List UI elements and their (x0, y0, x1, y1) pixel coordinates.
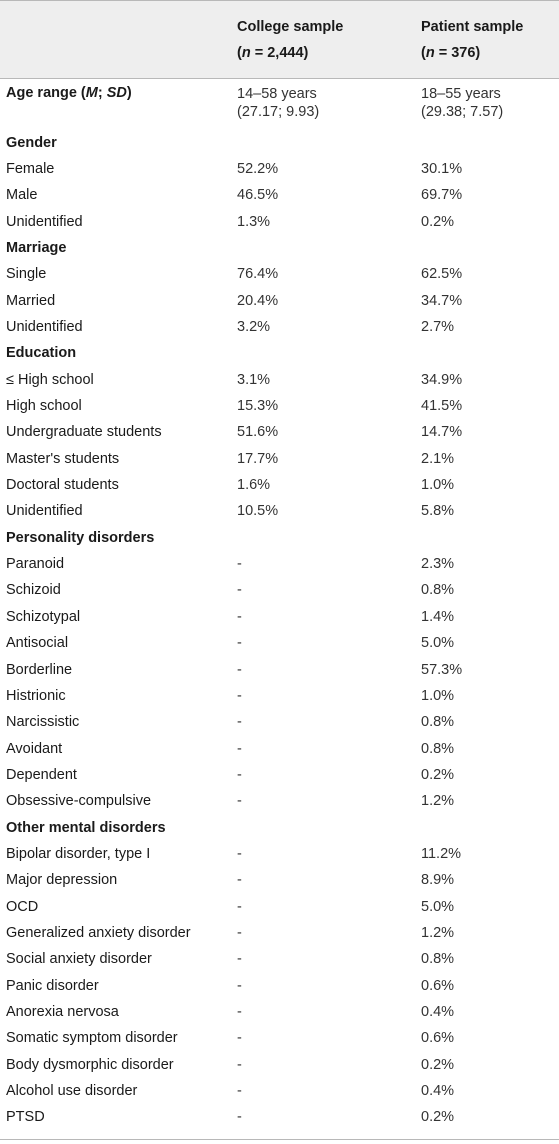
row-label: Male (6, 187, 38, 204)
college-value: 76.4% (237, 266, 279, 283)
college-value: - (237, 582, 242, 599)
row-label: Master's students (6, 450, 120, 467)
row-label: OCD (6, 898, 39, 915)
section-header-row (0, 237, 559, 263)
patient-value: 30.1% (421, 160, 463, 177)
table-row (0, 1001, 559, 1027)
table-row (0, 869, 559, 895)
patient-value: 0.6% (421, 977, 455, 994)
table-row (0, 579, 559, 605)
table-row (0, 685, 559, 711)
patient-value: 34.7% (421, 292, 463, 309)
college-value: - (237, 793, 242, 810)
age-range-row (0, 79, 559, 131)
college-value: - (237, 635, 242, 652)
college-value: 15.3% (237, 398, 279, 414)
patient-value: 0.2% (421, 1056, 455, 1073)
patient-value: 69.7% (421, 187, 463, 204)
section-header-row (0, 132, 559, 158)
patient-value: 1.2% (421, 793, 455, 810)
row-label: Bipolar disorder, type I (6, 845, 151, 862)
college-value: - (237, 687, 242, 704)
college-value: - (237, 1083, 242, 1100)
row-label: Gender (6, 134, 57, 151)
row-label: Unidentified (6, 213, 83, 230)
patient-value: 0.6% (421, 1030, 455, 1047)
patient-value: 0.4% (421, 1004, 455, 1021)
row-label: Alcohol use disorder (6, 1083, 138, 1100)
college-value: - (237, 1109, 242, 1126)
patient-value: 57.3% (421, 661, 463, 678)
patient-value: 0.8% (421, 740, 455, 757)
row-label: Paranoid (6, 556, 65, 573)
row-label: ≤ High school (6, 371, 94, 388)
college-value: 51.6% (237, 424, 279, 441)
college-value: 52.2% (237, 160, 279, 177)
patient-value: 0.8% (421, 951, 455, 968)
patient-value: 2.3% (421, 556, 455, 573)
college-value: - (237, 872, 242, 889)
college-value: - (237, 740, 242, 757)
table-row (0, 263, 559, 289)
row-label: Obsessive-compulsive (6, 793, 152, 810)
table-row (0, 553, 559, 579)
patient-value: 8.9% (421, 872, 455, 889)
college-value: - (237, 608, 242, 625)
college-value: 20.4% (237, 292, 279, 309)
header-college-sample: College sample (n = 2,444) (237, 19, 344, 61)
college-value: 3.1% (237, 371, 271, 388)
patient-value: 5.0% (421, 635, 455, 652)
table-row (0, 211, 559, 237)
table-header (0, 0, 559, 79)
patient-value: 1.0% (421, 477, 455, 494)
table-row (0, 711, 559, 737)
row-label: Borderline (6, 661, 73, 678)
row-label: Generalized anxiety disorder (6, 925, 191, 941)
table-row (0, 474, 559, 500)
table-row (0, 948, 559, 974)
college-value: - (237, 925, 242, 941)
patient-value: 0.2% (421, 1109, 455, 1126)
row-label: Dependent (6, 766, 77, 783)
table-row (0, 184, 559, 210)
college-value: - (237, 714, 242, 731)
college-value: 3.2% (237, 318, 271, 335)
college-value: 17.7% (237, 450, 279, 467)
patient-value: 1.0% (421, 687, 455, 704)
table-row (0, 500, 559, 526)
row-label: Education (6, 345, 77, 362)
college-value: - (237, 1004, 242, 1021)
table-row (0, 1106, 559, 1132)
row-label: Major depression (6, 872, 118, 889)
table-row (0, 975, 559, 1001)
table-row (0, 421, 559, 447)
college-value: - (237, 1056, 242, 1073)
patient-value: 0.2% (421, 213, 455, 230)
table-row (0, 764, 559, 790)
college-value: - (237, 845, 242, 862)
table-row (0, 290, 559, 316)
age-range-label: Age range (M; SD) (6, 85, 132, 101)
table-row (0, 606, 559, 632)
section-header-row (0, 527, 559, 553)
patient-value: 41.5% (421, 398, 463, 414)
patient-value: 5.8% (421, 503, 455, 520)
patient-value: 1.2% (421, 925, 455, 941)
table-row (0, 1080, 559, 1106)
college-value: - (237, 766, 242, 783)
row-label: Married (6, 292, 56, 309)
college-value: 46.5% (237, 187, 279, 204)
college-value: - (237, 951, 242, 968)
college-value: 1.3% (237, 213, 271, 230)
row-label: Unidentified (6, 318, 83, 335)
table-row (0, 632, 559, 658)
table-row (0, 896, 559, 922)
row-label: Undergraduate students (6, 424, 162, 441)
age-range-college: 14–58 years (27.17; 9.93) (237, 86, 320, 120)
row-label: Female (6, 160, 55, 177)
table-row (0, 316, 559, 342)
row-label: Antisocial (6, 635, 69, 652)
patient-value: 0.8% (421, 582, 455, 599)
row-label: Social anxiety disorder (6, 951, 152, 968)
patient-value: 62.5% (421, 266, 463, 283)
row-label: Personality disorders (6, 529, 155, 546)
age-range-patient: 18–55 years (29.38; 7.57) (421, 86, 504, 120)
bottom-rule (0, 1139, 559, 1140)
row-label: Schizotypal (6, 608, 81, 625)
table-row (0, 395, 559, 421)
header-patient-sample: Patient sample (n = 376) (421, 19, 524, 61)
patient-value: 11.2% (421, 845, 462, 862)
table-row (0, 448, 559, 474)
patient-value: 14.7% (421, 424, 463, 441)
table-row (0, 922, 559, 948)
patient-value: 1.4% (421, 608, 455, 625)
patient-value: 0.4% (421, 1083, 455, 1100)
section-header-row (0, 817, 559, 843)
table-row (0, 659, 559, 685)
patient-value: 0.2% (421, 766, 455, 783)
table-row (0, 369, 559, 395)
row-label: Schizoid (6, 582, 61, 599)
row-label: Doctoral students (6, 477, 119, 494)
patient-value: 2.7% (421, 318, 455, 335)
row-label: Panic disorder (6, 977, 99, 994)
college-value: - (237, 977, 242, 994)
table-row (0, 843, 559, 869)
table-row (0, 790, 559, 816)
row-label: Single (6, 266, 47, 283)
row-label: Other mental disorders (6, 819, 166, 836)
table-row (0, 158, 559, 184)
row-label: Avoidant (6, 740, 63, 757)
college-value: 10.5% (237, 503, 279, 520)
row-label: Narcissistic (6, 714, 80, 731)
college-value: - (237, 661, 242, 678)
patient-value: 34.9% (421, 371, 463, 388)
row-label: Marriage (6, 239, 67, 256)
college-value: - (237, 556, 242, 573)
row-label: Unidentified (6, 503, 83, 520)
row-label: Anorexia nervosa (6, 1004, 119, 1021)
row-label: PTSD (6, 1109, 45, 1126)
row-label: High school (6, 398, 82, 414)
row-label: Somatic symptom disorder (6, 1030, 178, 1047)
college-value: - (237, 898, 242, 915)
table-row (0, 1027, 559, 1053)
section-header-row (0, 342, 559, 368)
row-label: Histrionic (6, 687, 66, 704)
table-row (0, 1054, 559, 1080)
college-value: - (237, 1030, 242, 1047)
row-label: Body dysmorphic disorder (6, 1056, 174, 1073)
table-row (0, 738, 559, 764)
college-value: 1.6% (237, 477, 271, 494)
patient-value: 5.0% (421, 898, 455, 915)
patient-value: 2.1% (421, 450, 455, 467)
patient-value: 0.8% (421, 714, 455, 731)
